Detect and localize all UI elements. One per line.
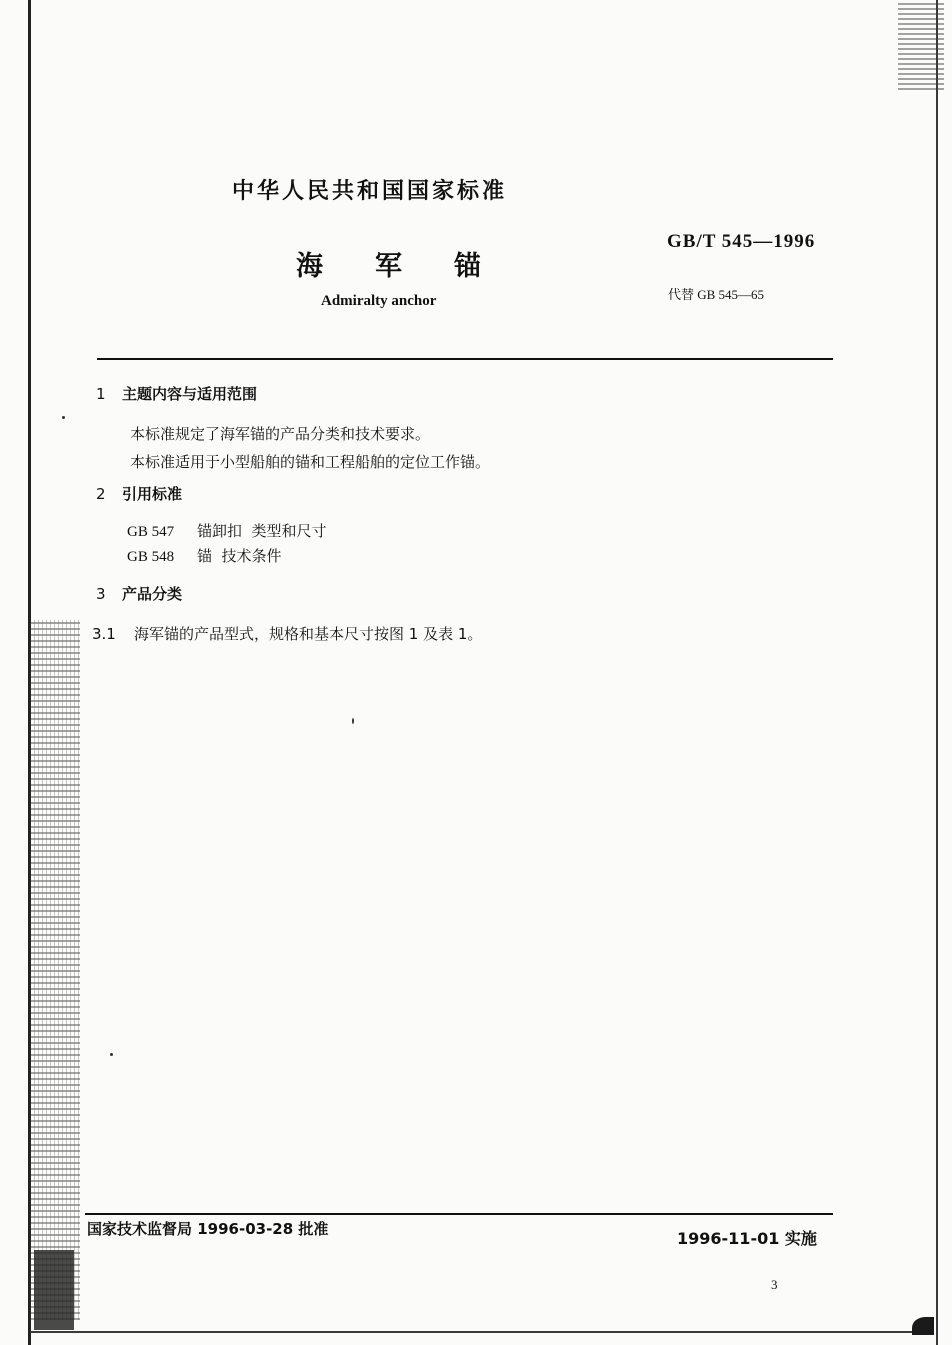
approval-line: 国家技术监督局 1996-03-28 批准 [87,1220,329,1238]
scan-bottom-edge [30,1331,930,1333]
document-title-english: Admiralty anchor [321,293,437,309]
reference-title: 锚 技术条件 [197,547,282,565]
paragraph: 本标准适用于小型船舶的锚和工程船舶的定位工作锚。 [130,453,491,471]
section-number: 2 [96,485,106,503]
paragraph: 本标准规定了海军锚的产品分类和技术要求。 [130,425,431,443]
section-title: 引用标准 [122,485,183,503]
reference-code: GB 547 [127,524,175,540]
subsection [92,623,482,644]
implementation-date: 1996-11-01 实施 [677,1229,817,1248]
reference-item [127,545,282,566]
country-standard-title: 中华人民共和国国家标准 [232,179,508,204]
section-title: 产品分类 [122,585,183,603]
section-heading [96,583,182,604]
header-divider [97,358,833,360]
section-title: 主题内容与适用范围 [122,385,258,403]
section-heading [96,483,182,504]
section-heading [96,383,257,404]
page-number: 3 [771,1277,778,1292]
document-title: 海军锚 [296,251,533,282]
reference-title: 锚卸扣 类型和尺寸 [197,522,327,540]
reference-code: GB 548 [127,549,175,565]
subsection-number: 3.1 [92,625,116,643]
footer-divider [85,1213,833,1215]
scan-speck [62,416,65,419]
subsection-text: 海军锚的产品型式，规格和基本尺寸按图 1 及表 1。 [134,625,483,643]
section-number: 3 [96,585,106,603]
scan-noise-left [30,620,80,1320]
replaces-standard: 代替 GB 545—65 [668,287,765,302]
scan-smudge [34,1250,74,1330]
reference-item [127,520,327,541]
scan-speck [110,1053,113,1056]
scan-speck [352,718,354,724]
section-number: 1 [96,385,106,403]
standard-number: GB/T 545—1996 [667,231,816,252]
scan-right-edge [936,0,938,1345]
scan-corner-mark [912,1317,934,1335]
